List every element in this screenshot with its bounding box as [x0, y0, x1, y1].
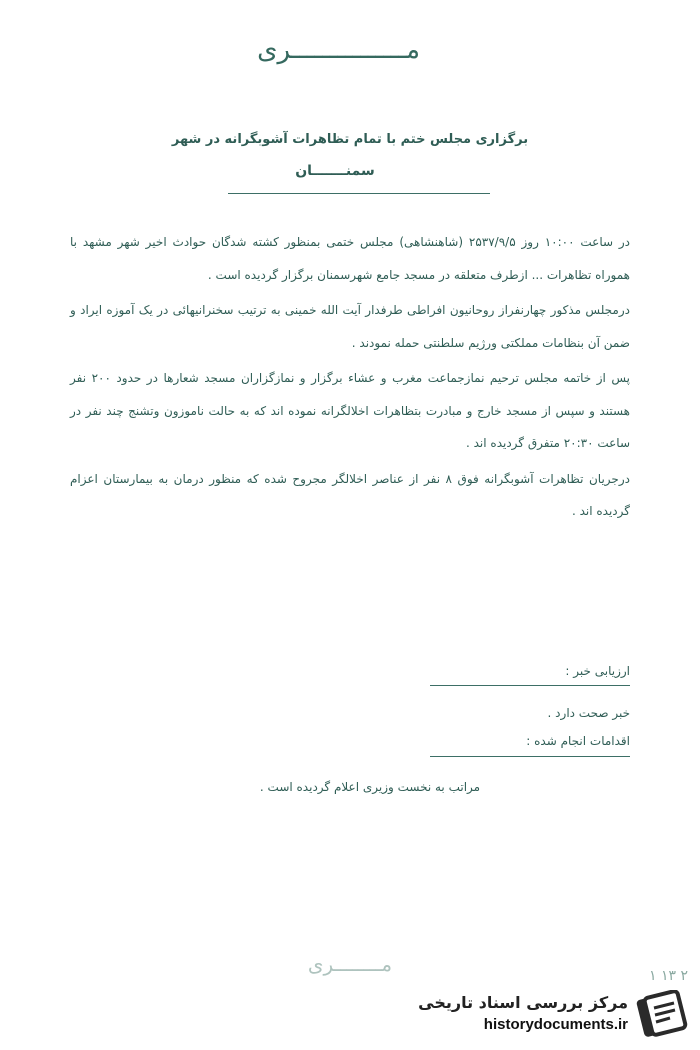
- body-paragraph-1: در ساعت ۱۰:۰۰ روز ۲۵۳۷/۹/۵ (شاهنشاهی) مجلس ختمی بمنظور کشته شدگان حوادث اخیر شهر مشهد با هموراه تظاهرات ... ازطرف متعلقه در مسجد جامع شهرسمنان برگزار گردیده است .: [70, 235, 631, 282]
- archive-logo-icon: [636, 990, 688, 1040]
- watermark-url: historydocuments.ir: [483, 1016, 628, 1033]
- corner-marks: ۲ ۱۳ ۱: [648, 968, 688, 984]
- archive-watermark: [412, 988, 694, 1042]
- document-body: [70, 226, 630, 531]
- top-seal: مـــــــــــــــری: [257, 35, 420, 65]
- body-paragraph-3: پس از خاتمه مجلس ترحیم نمازجماعت مغرب و عشاء برگزار و نمازگزاران مسجد شعارها در حدود ۲۰۰ نفر هستند و سپس از مسجد خارج و مبادرت بتظاهرات اخلالگرانه نموده اند که به حالت ناموزون وتشنج چند نفر در ساعت ۲۰:۳۰ متفرق گردیده اند .: [70, 371, 630, 450]
- actions-label: اقدامات انجام شده :: [526, 734, 630, 748]
- body-paragraph-2: درمجلس مذکور چهارنفراز روحانیون افراطی طرفدار آیت الله خمینی به ترتیب سخنرانیهائی در یک آموزه ایراد و ضمن آن بنظامات مملکتی ورژیم سلطنتی حمله نمودند .: [70, 303, 630, 350]
- footer-note: مراتب به نخست وزیری اعلام گردیده است .: [259, 780, 481, 794]
- evaluation-label: ارزیابی خبر :: [565, 664, 630, 678]
- evaluation-underline: [430, 685, 630, 686]
- bottom-seal: مــــــــری: [307, 952, 393, 976]
- document-title: برگزاری مجلس ختم با تمام تظاهرات آشوبگرانه در شهر: [171, 132, 529, 147]
- watermark-title: مرکز بررسی اسناد تاریخی: [418, 993, 628, 1012]
- document-city: سمنـــــــان: [295, 163, 375, 179]
- body-paragraph-4: درجریان تظاهرات آشوبگرانه فوق ۸ نفر از عناصر اخلالگر مجروح شده که منظور درمان به بیمارستان اعزام گردیده اند .: [70, 471, 630, 518]
- title-underline: [228, 193, 490, 194]
- evaluation-value: خبر صحت دارد .: [547, 706, 630, 720]
- actions-underline: [430, 756, 630, 757]
